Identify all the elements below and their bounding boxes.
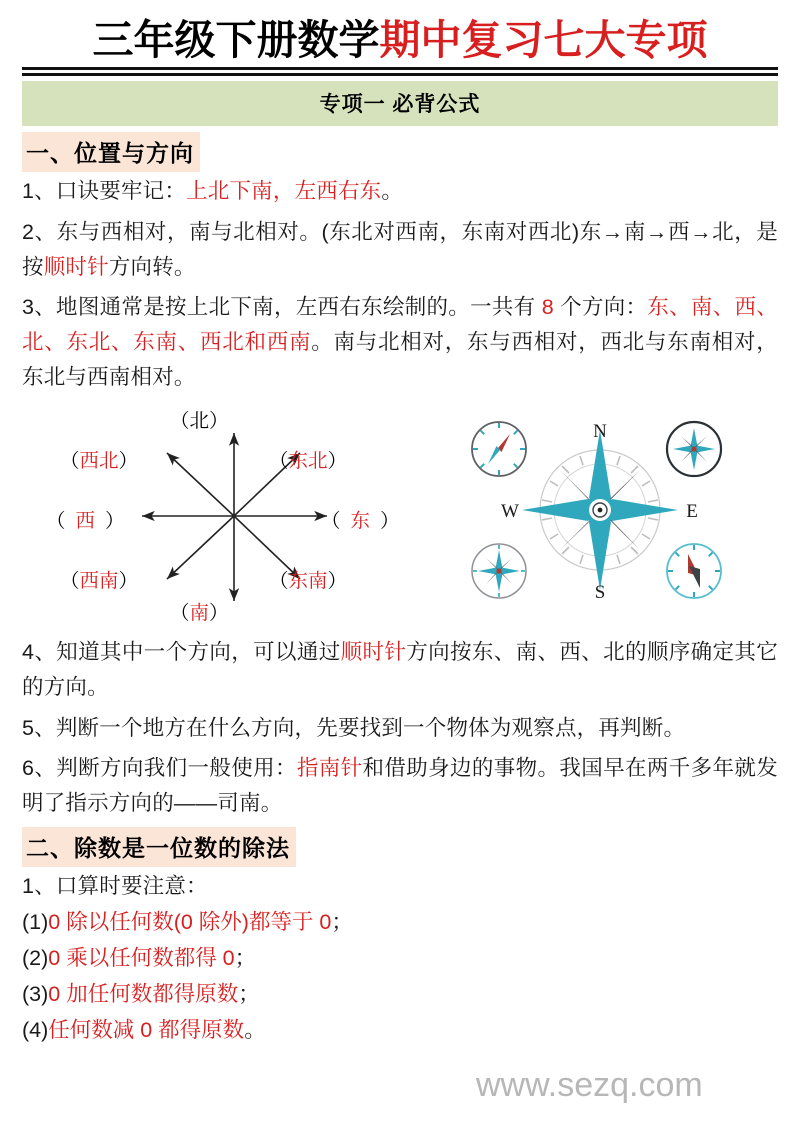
item-2-a: 2、东与西相对，南与北相对。(东北对西南，东南对西北)东→南→西→北，是按 <box>22 219 778 279</box>
item-1-lead: 1、口诀要牢记： <box>22 178 187 203</box>
item-3-b: 个方向： <box>553 295 648 320</box>
subitem-3-text: 0 加任何数都得原数 <box>48 981 239 1006</box>
subitem-4 <box>22 1014 778 1048</box>
direction-label-northeast <box>269 445 347 473</box>
main-compass-rose <box>522 430 678 590</box>
item-3-red-directions: 东、南、西、北、东北、东南、西北和西南 <box>22 295 779 355</box>
item-4-a: 4、知道其中一个方向，可以通过 <box>22 639 341 664</box>
direction-label-north <box>170 405 229 433</box>
compass-rose-svg <box>462 413 732 608</box>
subitem-4-tail: 。 <box>244 1017 266 1042</box>
paren-open-ne: （ <box>269 449 289 472</box>
direction-text-west: 西 <box>75 509 96 532</box>
compass-label-east: E <box>686 500 698 522</box>
paren-open-north: （ <box>170 409 190 432</box>
compass-label-west: W <box>501 500 519 522</box>
title-double-underline <box>22 67 778 76</box>
direction-label-northwest <box>60 445 138 473</box>
subitem-2-marker: (2) <box>22 945 49 970</box>
subitem-1-marker: (1) <box>22 909 49 934</box>
direction-text-northeast: 东北 <box>288 449 328 472</box>
subitem-3-tail: ； <box>238 981 260 1006</box>
paren-close-nw: ） <box>118 449 139 472</box>
small-compass-top-left <box>472 422 526 476</box>
direction-text-southwest: 西南 <box>79 569 119 592</box>
direction-text-east: 东 <box>350 509 371 532</box>
paragraph-item-4 <box>22 635 778 705</box>
item-4-b: 方向按东、南、西、北的顺序确定其它的方向。 <box>22 639 778 699</box>
item-2-b: 方向转。 <box>108 254 196 279</box>
item-5-a: 5、判断一个地方在什么方向，先要找到一个物体为观察点，再判断。 <box>22 715 686 740</box>
section-heading-division: 二、除数是一位数的除法 <box>22 827 296 867</box>
paragraph-item-2 <box>22 215 778 285</box>
item-3-c: 。南与北相对，东与西相对，西北与东南相对，东北与西南相对。 <box>22 330 779 390</box>
item-6-red: 指南针 <box>296 756 363 781</box>
division-item-1-a: 1、口算时要注意： <box>22 874 208 899</box>
section-heading-position-direction: 一、位置与方向 <box>22 132 200 172</box>
paren-close-se: ） <box>327 569 348 592</box>
paragraph-item-1 <box>22 174 778 209</box>
direction-label-southeast <box>269 565 347 593</box>
small-compass-top-right <box>667 422 721 476</box>
item-2-red: 顺时针 <box>43 254 109 279</box>
section-banner: 专项一 必背公式 <box>22 81 778 126</box>
item-3-red-count: 8 <box>541 295 554 320</box>
direction-label-west <box>46 505 125 533</box>
direction-text-southeast: 东南 <box>288 569 328 592</box>
subitem-3 <box>22 978 778 1012</box>
paren-open-nw: （ <box>60 449 80 472</box>
subitem-2-text: 0 乘以任何数都得 0 <box>48 945 235 970</box>
paragraph-item-5 <box>22 711 778 746</box>
direction-text-south: 南 <box>189 601 210 624</box>
paren-close-s: ） <box>209 601 229 624</box>
section-two-header-row <box>22 827 778 867</box>
item-6-a: 6、判断方向我们一般使用： <box>22 756 297 781</box>
paren-open-s: （ <box>170 601 190 624</box>
paren-open-sw: （ <box>60 569 80 592</box>
subitem-3-marker: (3) <box>22 981 49 1006</box>
paragraph-division-item-1 <box>22 869 778 904</box>
eight-direction-diagram <box>46 409 400 624</box>
paren-open-se: （ <box>269 569 289 592</box>
compass-label-south: S <box>594 581 606 603</box>
subitem-1 <box>22 906 778 940</box>
paren-close-ne: ） <box>327 449 348 472</box>
direction-text-northwest: 西北 <box>79 449 119 472</box>
direction-text-north: 北 <box>189 409 210 432</box>
compass-rose-illustration <box>462 413 732 608</box>
item-1-tail: 。 <box>381 178 404 203</box>
document-title-block <box>22 0 778 76</box>
subitem-2-tail: ； <box>234 945 257 970</box>
subitem-1-text: 0 除以任何数(0 除外)都等于 0 <box>48 909 332 934</box>
page-content <box>22 0 778 1048</box>
subitem-4-marker: (4) <box>22 1017 49 1042</box>
paren-open-e: （ <box>321 509 341 532</box>
direction-label-east <box>321 505 400 533</box>
paragraph-item-6 <box>22 751 778 821</box>
direction-label-south <box>170 597 229 625</box>
item-1-red: 上北下南，左西右东 <box>186 178 382 203</box>
paragraph-item-3 <box>22 290 778 394</box>
paren-close-north: ） <box>209 409 229 432</box>
direction-label-southwest <box>60 565 138 593</box>
subitem-2 <box>22 942 778 976</box>
small-compass-bottom-left <box>472 544 526 598</box>
paren-open-w: （ <box>46 509 66 532</box>
title-black-text: 三年级下册数学 <box>92 17 380 63</box>
title-red-text: 期中复习七大专项 <box>379 17 708 63</box>
paren-close-w: ） <box>105 509 125 532</box>
compass-label-north: N <box>593 420 607 442</box>
small-compass-bottom-right <box>667 544 721 598</box>
item-3-a: 3、地图通常是按上北下南，左西右东绘制的。一共有 <box>22 295 542 320</box>
item-6-b: 和借助身边的事物。我国早在两千多年就发明了指示方向的——司南。 <box>22 756 778 816</box>
paren-close-sw: ） <box>118 569 139 592</box>
subitem-4-text: 任何数减 0 都得原数 <box>48 1017 245 1042</box>
figure-row <box>22 411 778 629</box>
subitem-1-tail: ； <box>331 909 353 934</box>
section-one-header-row <box>22 132 778 172</box>
paren-close-e: ） <box>380 509 400 532</box>
watermark: www.sezq.com <box>476 1066 703 1104</box>
item-4-red: 顺时针 <box>340 639 407 664</box>
page-title <box>22 18 778 64</box>
